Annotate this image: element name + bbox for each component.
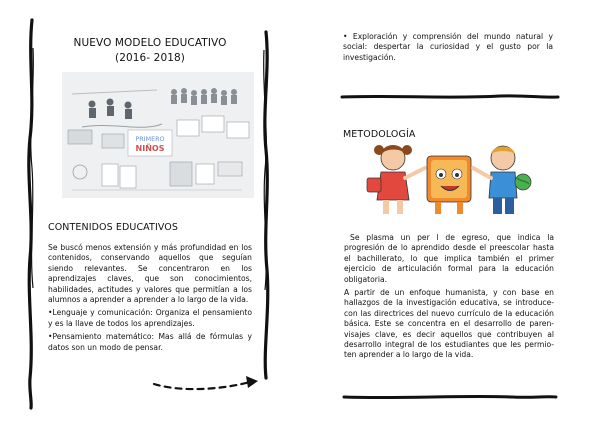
contenidos-heading: CONTENIDOS EDUCATIVOS (48, 222, 178, 233)
exploracion-block (343, 32, 553, 63)
dashed-arrow (150, 372, 262, 394)
contenidos-bullet-lenguaje: •Lenguaje y comunicación: Organiza el pensamiento y es la llave de todos los aprendizajes. (48, 308, 252, 328)
illustration-label-ninos: NIÑOS (135, 144, 165, 153)
contenidos-body (48, 243, 252, 353)
middle-brush-border (259, 30, 273, 380)
title-line-1: NUEVO MODELO EDUCATIVO (73, 37, 227, 49)
metodologia-heading: METODOLOGÍA (343, 129, 416, 140)
metodologia-paragraph-2: A partir de un enfoque humanista, y con base en hallazgos de la investigación educativa, se introduce- con las directrices del nuevo currículo de la educación básica. Este se concentra en el desarrollo de paren- visajes clave, es decir aquellos que contribuyen al desarrollo integral de los estudiantes que les permio- ten aprender a lo largo de la vida. (344, 288, 554, 360)
contenidos-paragraph-1: Se buscó menos extensión y más profundidad en los contenidos, conservando aquellos que seguían siendo relevantes. Se concentraron en los aprendizajes claves, que son conocimientos, habilidades, actitudes y valores que permitían a los alumnos a aprender a aprender a lo largo de la vida. (48, 243, 252, 305)
exploracion-bullet: • Exploración y comprensión del mundo natural y social: despertar la curiosidad y el gusto por la investigación. (343, 32, 553, 62)
contenidos-bullet-matematico: •Pensamiento matemático: Mas allá de fórmulas y datos son un modo de pensar. (48, 332, 252, 352)
metodologia-paragraph-1: Se plasma un per l de egreso, que indica la progresión de lo aprendido desde el preescolar hasta el bachillerato, lo que implica también el primer ejercicio de articulación formal para la educación obligatoria. (344, 233, 554, 284)
illustration-label-primero: PRIMERO (135, 135, 165, 143)
left-brush-border (24, 18, 38, 410)
right-brush-divider (340, 92, 560, 102)
metodologia-body (344, 233, 554, 361)
title-line-2: (2016- 2018) (115, 52, 185, 64)
kids-with-book-illustration (365, 138, 533, 222)
education-model-illustration (62, 72, 254, 198)
right-bottom-brush-divider (342, 392, 558, 402)
page-title (60, 36, 240, 66)
